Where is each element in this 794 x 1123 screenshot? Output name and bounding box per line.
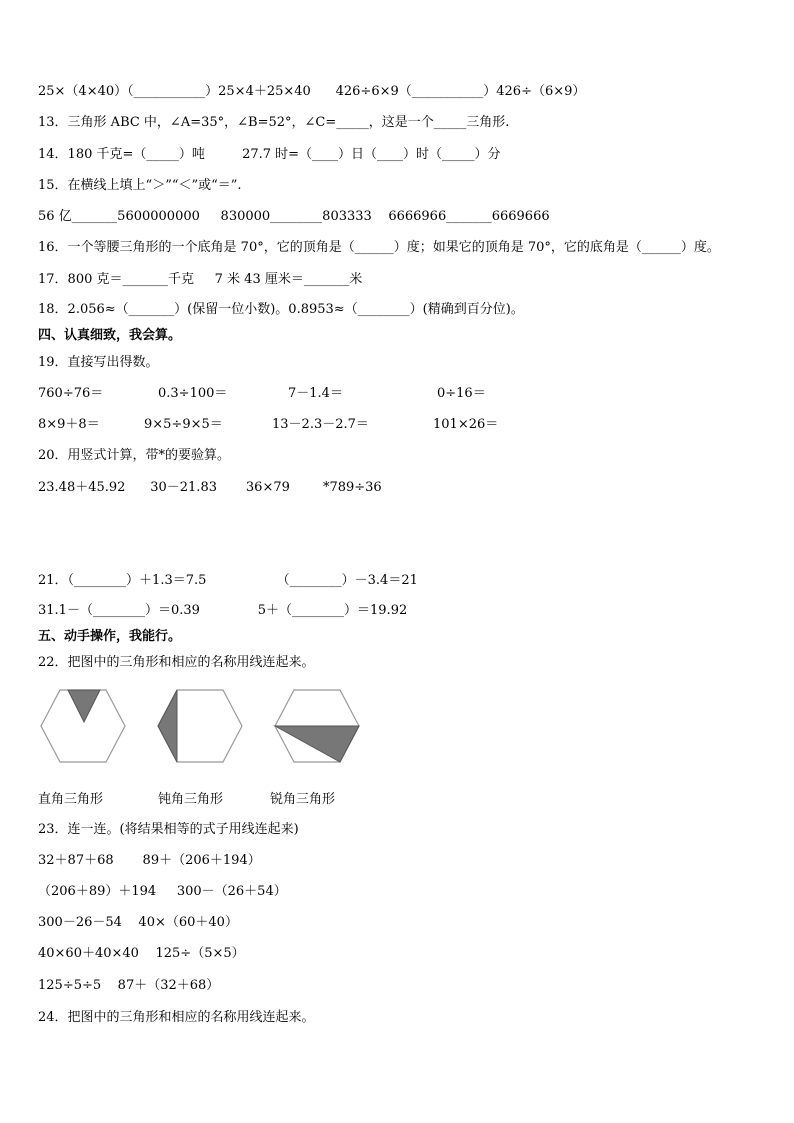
question-14: 14．180 千克=（_____）吨 27.7 时=（____）日（____）时（_____）分 xyxy=(38,147,501,162)
label-right-triangle: 直角三角形 xyxy=(38,792,104,807)
hexagon-figure-1 xyxy=(38,688,128,764)
question-18: 18．2.056≈（_______）(保留一位小数)。0.8953≈（________）(精确到百分位)。 xyxy=(38,302,524,317)
question-23-row: 40×60＋40×40 125÷（5×5） xyxy=(38,946,245,961)
q19-item: 13－2.3－2.7＝ xyxy=(272,417,369,432)
question-23-row: 300－26－54 40×（60＋40） xyxy=(38,915,238,930)
shaded-triangle xyxy=(158,690,177,762)
q19-item: 8×9＋8＝ xyxy=(38,417,100,432)
q19-item: 0.3÷100＝ xyxy=(158,386,228,401)
q19-item: 0÷16＝ xyxy=(437,386,486,401)
section-5-heading: 五、动手操作，我能行。 xyxy=(38,629,182,644)
question-23-row: 125÷5÷5 87＋（32＋68） xyxy=(38,978,220,993)
question-23-row: （206＋89）＋194 300－（26＋54） xyxy=(38,884,287,899)
q19-item: 760÷76＝ xyxy=(38,386,104,401)
label-obtuse-triangle: 钝角三角形 xyxy=(158,792,224,807)
q19-item: 101×26＝ xyxy=(433,417,499,432)
q19-item: 7－1.4＝ xyxy=(288,386,343,401)
label-acute-triangle: 锐角三角形 xyxy=(270,792,336,807)
section-4-heading: 四、认真细致，我会算。 xyxy=(38,328,182,343)
question-15-items: 56 亿_______5600000000 830000________803333 6666966_______6669666 xyxy=(38,209,550,224)
q19-item: 9×5÷9×5＝ xyxy=(144,417,223,432)
question-20-items: 23.48＋45.92 30－21.83 36×79 *789÷36 xyxy=(38,480,382,495)
question-17: 17．800 克＝_______千克 7 米 43 厘米＝_______米 xyxy=(38,272,363,287)
question-21-second: 31.1－（________）＝0.39 5＋（________）＝19.92 xyxy=(38,603,408,618)
question-13: 13．三角形 ABC 中，∠A=35°，∠B=52°，∠C=_____，这是一个_____三角形. xyxy=(38,115,510,130)
hexagon-figure-3 xyxy=(272,688,362,764)
question-23: 23．连一连。(将结果相等的式子用线连起来) xyxy=(38,822,299,837)
question-15: 15．在横线上填上“＞”“＜”或“＝”. xyxy=(38,178,242,193)
hexagon-figure-2 xyxy=(155,688,245,764)
question-24: 24．把图中的三角形和相应的名称用线连起来。 xyxy=(38,1010,315,1025)
question-23-row: 32＋87＋68 89＋（206＋194） xyxy=(38,853,261,868)
line-q12-compare: 25×（4×40）（___________）25×4＋25×40 426÷6×9（___________）426÷（6×9） xyxy=(38,84,586,99)
question-22: 22．把图中的三角形和相应的名称用线连起来。 xyxy=(38,655,315,670)
question-21: 21．（________）＋1.3＝7.5 （________）－3.4＝21 xyxy=(38,573,418,588)
question-20: 20．用竖式计算，带*的要验算。 xyxy=(38,448,231,463)
question-16: 16．一个等腰三角形的一个底角是 70°，它的顶角是（______）度；如果它的顶角是 70°，它的底角是（______）度。 xyxy=(38,240,720,255)
question-19: 19．直接写出得数。 xyxy=(38,355,159,370)
